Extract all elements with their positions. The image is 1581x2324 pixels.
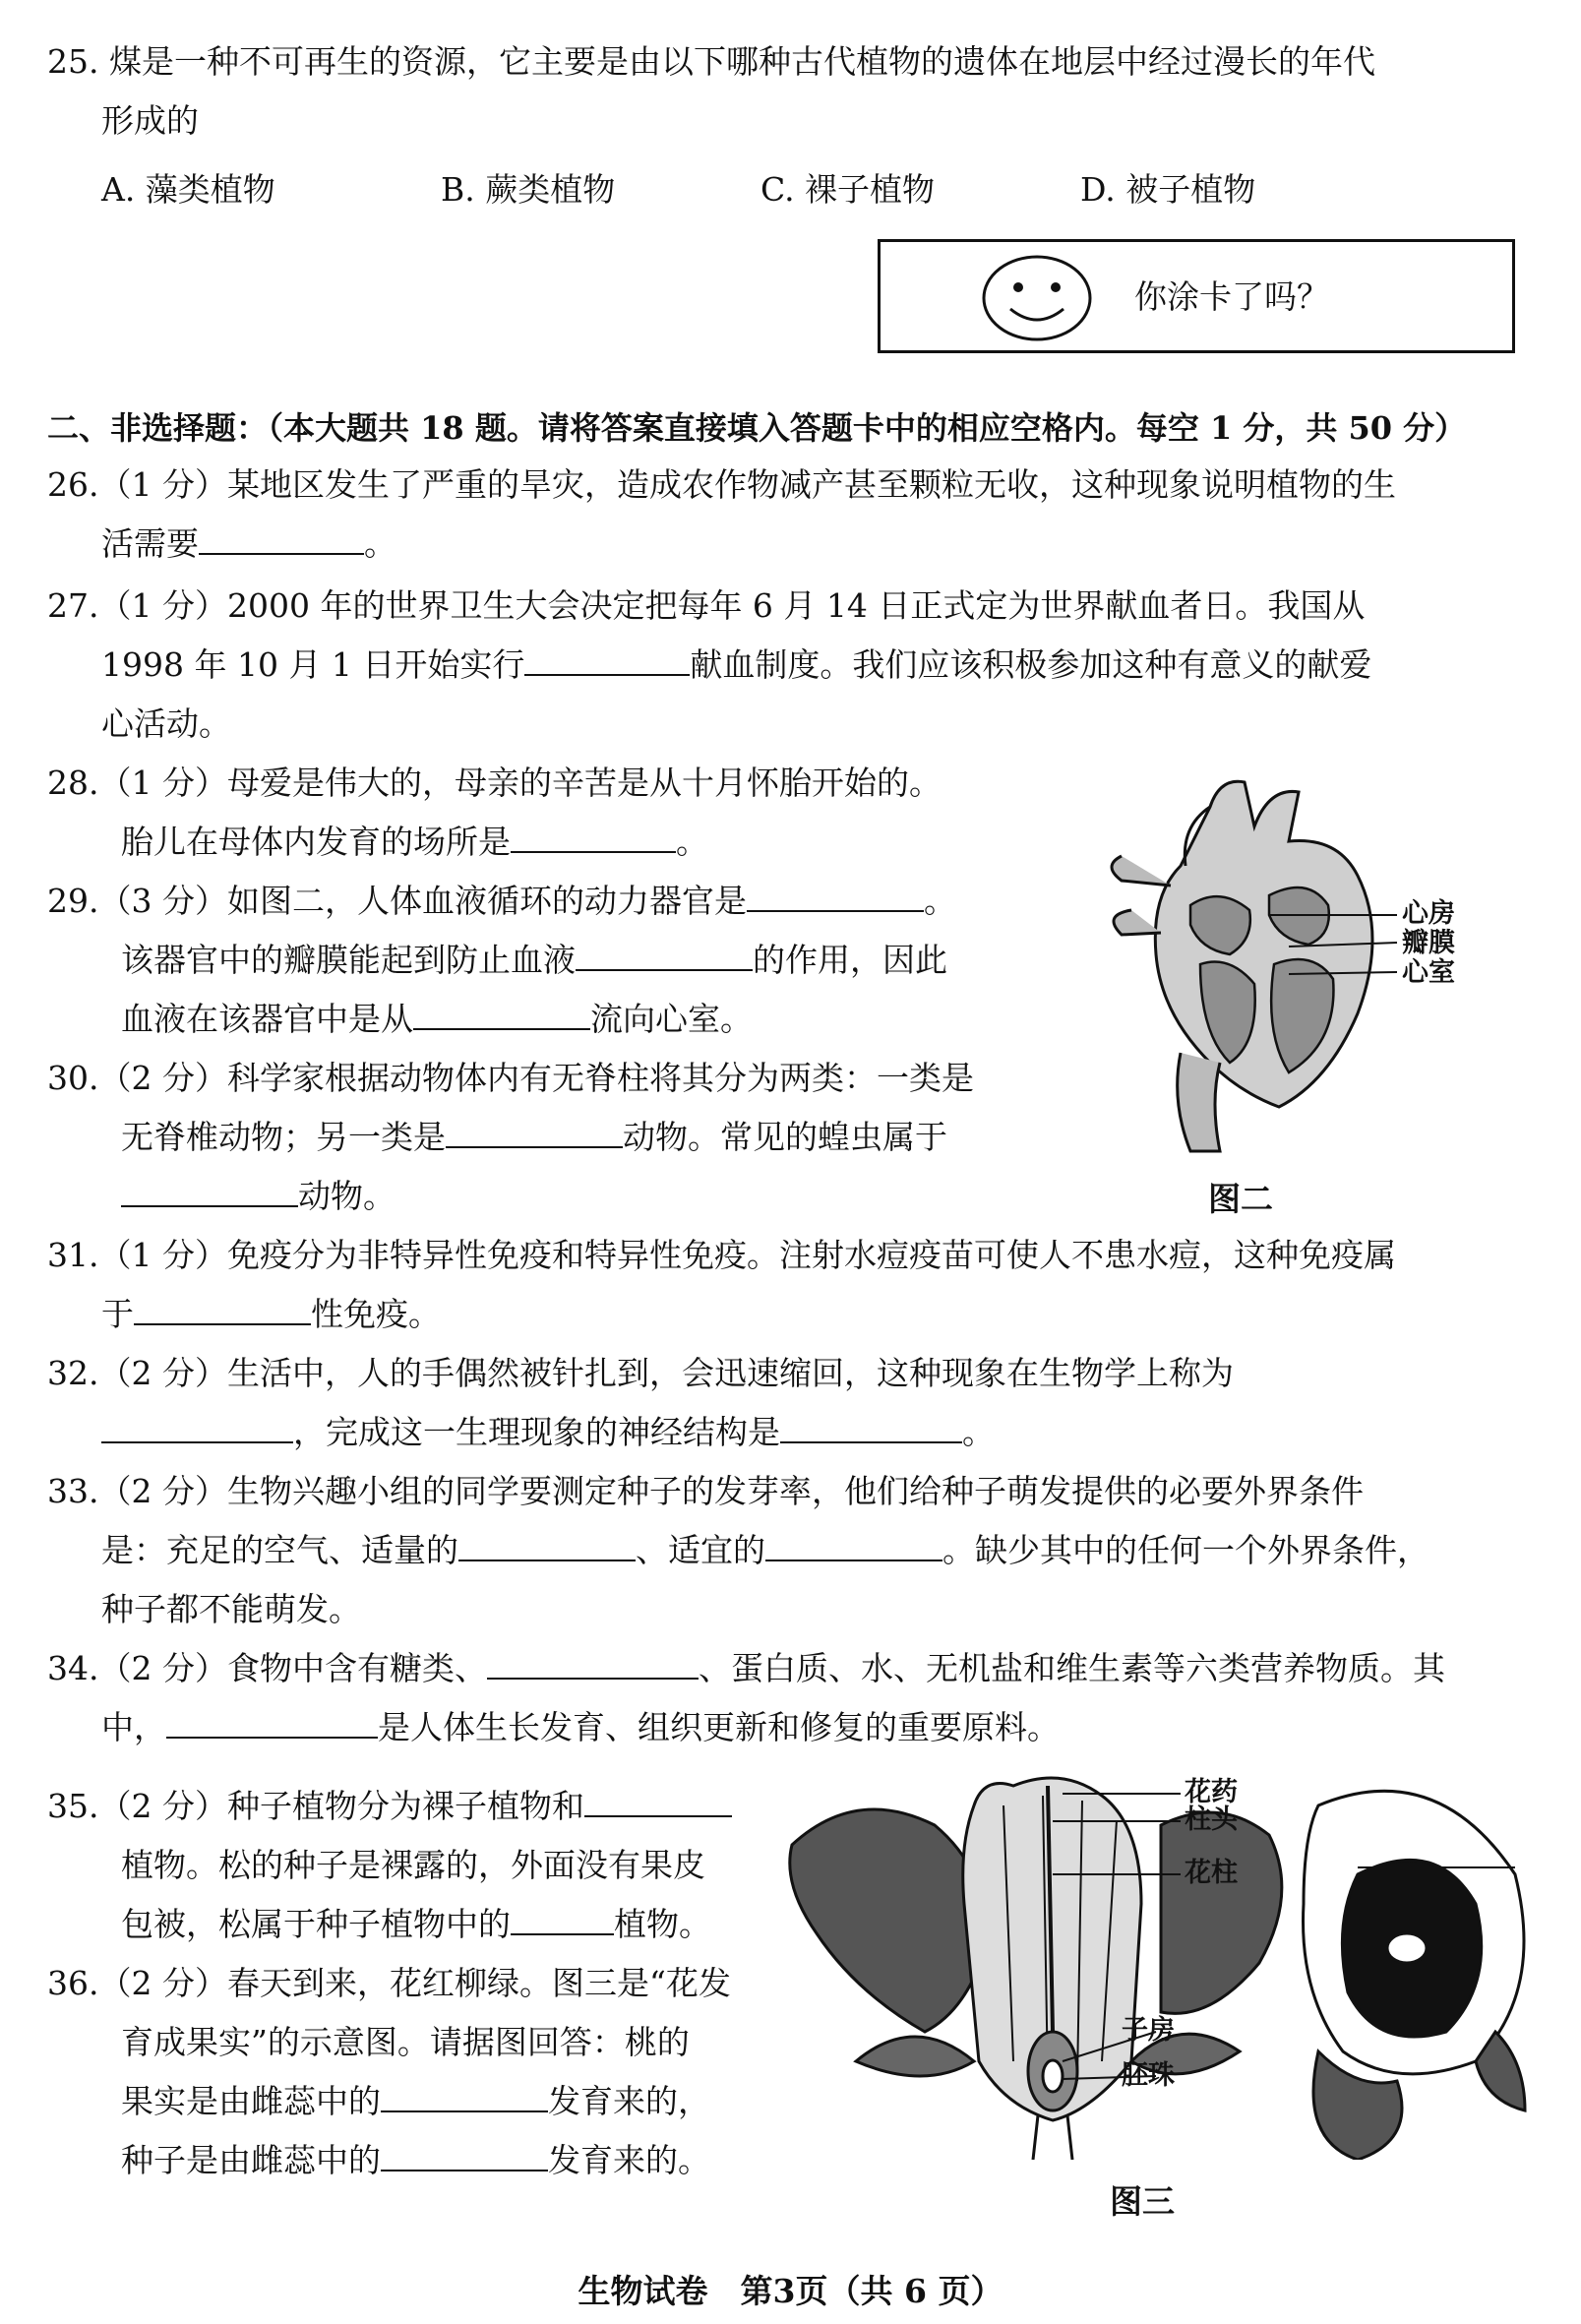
q34-text-a: 34.（2 分）食物中含有糖类、 [47,1649,487,1687]
q36-answer-blank-2[interactable] [381,2140,548,2171]
q27-answer-blank[interactable] [524,644,690,676]
q36-stem-line4 [121,2138,710,2183]
q25-stem-line2: 形成的 [101,101,199,140]
figure3-label-style: 花柱 [1185,1858,1238,1888]
q29-text-e: 血液在该器官中是从 [121,1000,413,1038]
q27-text-b: 献血制度。我们应该积极参加这种有意义的献爱 [690,645,1372,684]
q25-option-d: D. 被子植物 [1080,170,1256,209]
answer-card-reminder [878,239,1515,353]
q25-option-a: A. 藻类植物 [101,170,275,209]
q28-answer-blank[interactable] [511,822,676,853]
q28-text-a: 胎儿在母体内发育的场所是 [121,823,511,861]
q34-stem-line1 [47,1646,1445,1691]
figure3-label-anther: 花药 [1185,1777,1238,1807]
figure2-label-ventricle: 心室 [1402,957,1455,988]
reminder-text: 你涂卡了吗？ [1134,277,1329,316]
q30-text-b: 动物。常见的蝗虫属于 [623,1118,947,1156]
figure3-label-ovary: 子房 [1122,2015,1175,2046]
q35-text-a: 35.（2 分）种子植物分为裸子植物和 [47,1787,584,1825]
q33-answer-blank-2[interactable] [765,1530,943,1561]
q30-stem-line3 [121,1174,395,1219]
q33-text-a: 是：充足的空气、适量的 [101,1531,458,1569]
q26-answer-blank[interactable] [199,523,364,555]
q30-text-a: 无脊椎动物；另一类是 [121,1118,446,1156]
q34-text-b: 、蛋白质、水、无机盐和维生素等六类营养物质。其 [698,1649,1445,1687]
q26-stem-line2 [101,521,396,567]
q36-answer-blank-1[interactable] [381,2081,548,2112]
q34-text-c: 中， [101,1708,166,1746]
figure2-caption: 图二 [1208,1180,1273,1218]
q29-stem-line3 [121,997,753,1042]
q35-stem-line1 [47,1784,732,1829]
q36-stem-line2: 育成果实”的示意图。请据图回答：桃的 [121,2023,690,2061]
q29-text-a: 29.（3 分）如图二，人体血液循环的动力器官是 [47,882,747,920]
q28-stem-line2 [121,820,708,865]
q26-stem-line1: 26.（1 分）某地区发生了严重的旱灾，造成农作物减产甚至颗粒无收，这种现象说明植物的生 [47,465,1396,504]
q31-answer-blank[interactable] [134,1294,311,1325]
q33-stem-line1: 33.（2 分）生物兴趣小组的同学要测定种子的发芽率，他们给种子萌发提供的必要外界条件 [47,1472,1364,1510]
q33-stem-line2 [101,1528,1429,1573]
q35-answer-blank-2[interactable] [511,1904,614,1935]
q36-stem-line3 [121,2079,710,2124]
q27-stem-line3: 心活动。 [101,704,231,743]
q31-stem-line2 [101,1292,441,1337]
q34-answer-blank-2[interactable] [166,1707,378,1739]
q27-text-a: 1998 年 10 月 1 日开始实行 [101,645,525,684]
q29-stem-line2 [121,938,947,983]
q29-answer-blank-2[interactable] [576,940,753,971]
q29-stem-line1 [47,879,956,924]
q31-stem-line1: 31.（1 分）免疫分为非特异性免疫和特异性免疫。注射水痘疫苗可使人不患水痘，这种免疫属 [47,1236,1396,1274]
q32-stem-line1: 32.（2 分）生活中，人的手偶然被针扎到，会迅速缩回，这种现象在生物学上称为 [47,1354,1234,1392]
q29-text-f: 流向心室。 [590,1000,753,1038]
q31-text-b: 性免疫。 [311,1295,441,1333]
q32-text-a: ，完成这一生理现象的神经结构是 [293,1413,780,1451]
q30-stem-line1: 30.（2 分）科学家根据动物体内有无脊柱将其分为两类：一类是 [47,1059,974,1097]
q36-stem-line1: 36.（2 分）春天到来，花红柳绿。图三是“花发 [47,1964,731,2002]
q33-answer-blank-1[interactable] [458,1530,636,1561]
figure3-label-stigma: 柱头 [1185,1804,1238,1835]
q30-answer-blank-1[interactable] [446,1117,623,1148]
q27-stem-line1: 27.（1 分）2000 年的世界卫生大会决定把每年 6 月 14 日正式定为世界献血者日。我国从 [47,586,1366,625]
q34-stem-line2 [101,1705,1060,1750]
q35-text-d: 植物。 [614,1905,711,1943]
page-footer: 生物试卷 第3页（共 6 页） [578,2272,1003,2310]
q25-option-c: C. 裸子植物 [760,170,936,209]
figure3-label-ovule: 胚珠 [1122,2060,1175,2091]
q32-answer-blank-1[interactable] [101,1412,293,1443]
q26-text-b: 。 [364,524,396,563]
smiley-face-icon [979,252,1095,344]
q36-text-a: 果实是由雌蕊中的 [121,2082,381,2120]
section-title: 二、非选择题：（本大题共 18 题。请将答案直接填入答题卡中的相应空格内。每空 1 分，共 50 分） [47,409,1467,447]
q29-text-d: 的作用，因此 [753,941,947,979]
q34-text-d: 是人体生长发育、组织更新和修复的重要原料。 [378,1708,1060,1746]
q29-answer-blank-1[interactable] [747,881,924,912]
q30-text-c: 动物。 [298,1177,395,1215]
heart-diagram [1063,767,1456,1161]
q25-stem-line1: 25. 煤是一种不可再生的资源，它主要是由以下哪种古代植物的遗体在地层中经过漫长的年代 [47,42,1375,81]
q36-text-d: 发育来的。 [548,2141,710,2179]
q35-stem-line3 [121,1902,711,1947]
q35-stem-line2: 植物。松的种子是裸露的，外面没有果皮 [121,1846,705,1884]
figure2-label-atrium: 心房 [1402,898,1455,929]
q29-text-c: 该器官中的瓣膜能起到防止血液 [121,941,576,979]
q28-stem-line1: 28.（1 分）母爱是伟大的，母亲的辛苦是从十月怀胎开始的。 [47,764,942,802]
q35-text-c: 包被，松属于种子植物中的 [121,1905,511,1943]
q29-answer-blank-3[interactable] [413,999,590,1030]
flower-to-fruit-diagram [767,1766,1535,2160]
figure2-label-valve: 瓣膜 [1402,928,1455,958]
q32-stem-line2 [101,1410,995,1455]
q31-text-a: 于 [101,1295,134,1333]
q36-text-c: 种子是由雌蕊中的 [121,2141,381,2179]
q32-answer-blank-2[interactable] [780,1412,962,1443]
q33-text-b: 、适宜的 [636,1531,765,1569]
q26-text-a: 活需要 [101,524,199,563]
q30-stem-line2 [121,1115,947,1160]
q36-text-b: 发育来的， [548,2082,710,2120]
q34-answer-blank-1[interactable] [487,1648,699,1680]
q33-text-c: 。缺少其中的任何一个外界条件， [943,1531,1429,1569]
q35-answer-blank-1[interactable] [584,1786,732,1817]
figure3-caption: 图三 [1110,2182,1175,2221]
q25-option-b: B. 蕨类植物 [441,170,616,209]
q33-stem-line3: 种子都不能萌发。 [101,1590,361,1628]
q27-stem-line2 [101,642,1371,688]
q32-text-b: 。 [962,1413,995,1451]
q28-text-b: 。 [676,823,708,861]
q29-text-b: 。 [923,882,956,920]
q30-answer-blank-2[interactable] [121,1176,298,1207]
